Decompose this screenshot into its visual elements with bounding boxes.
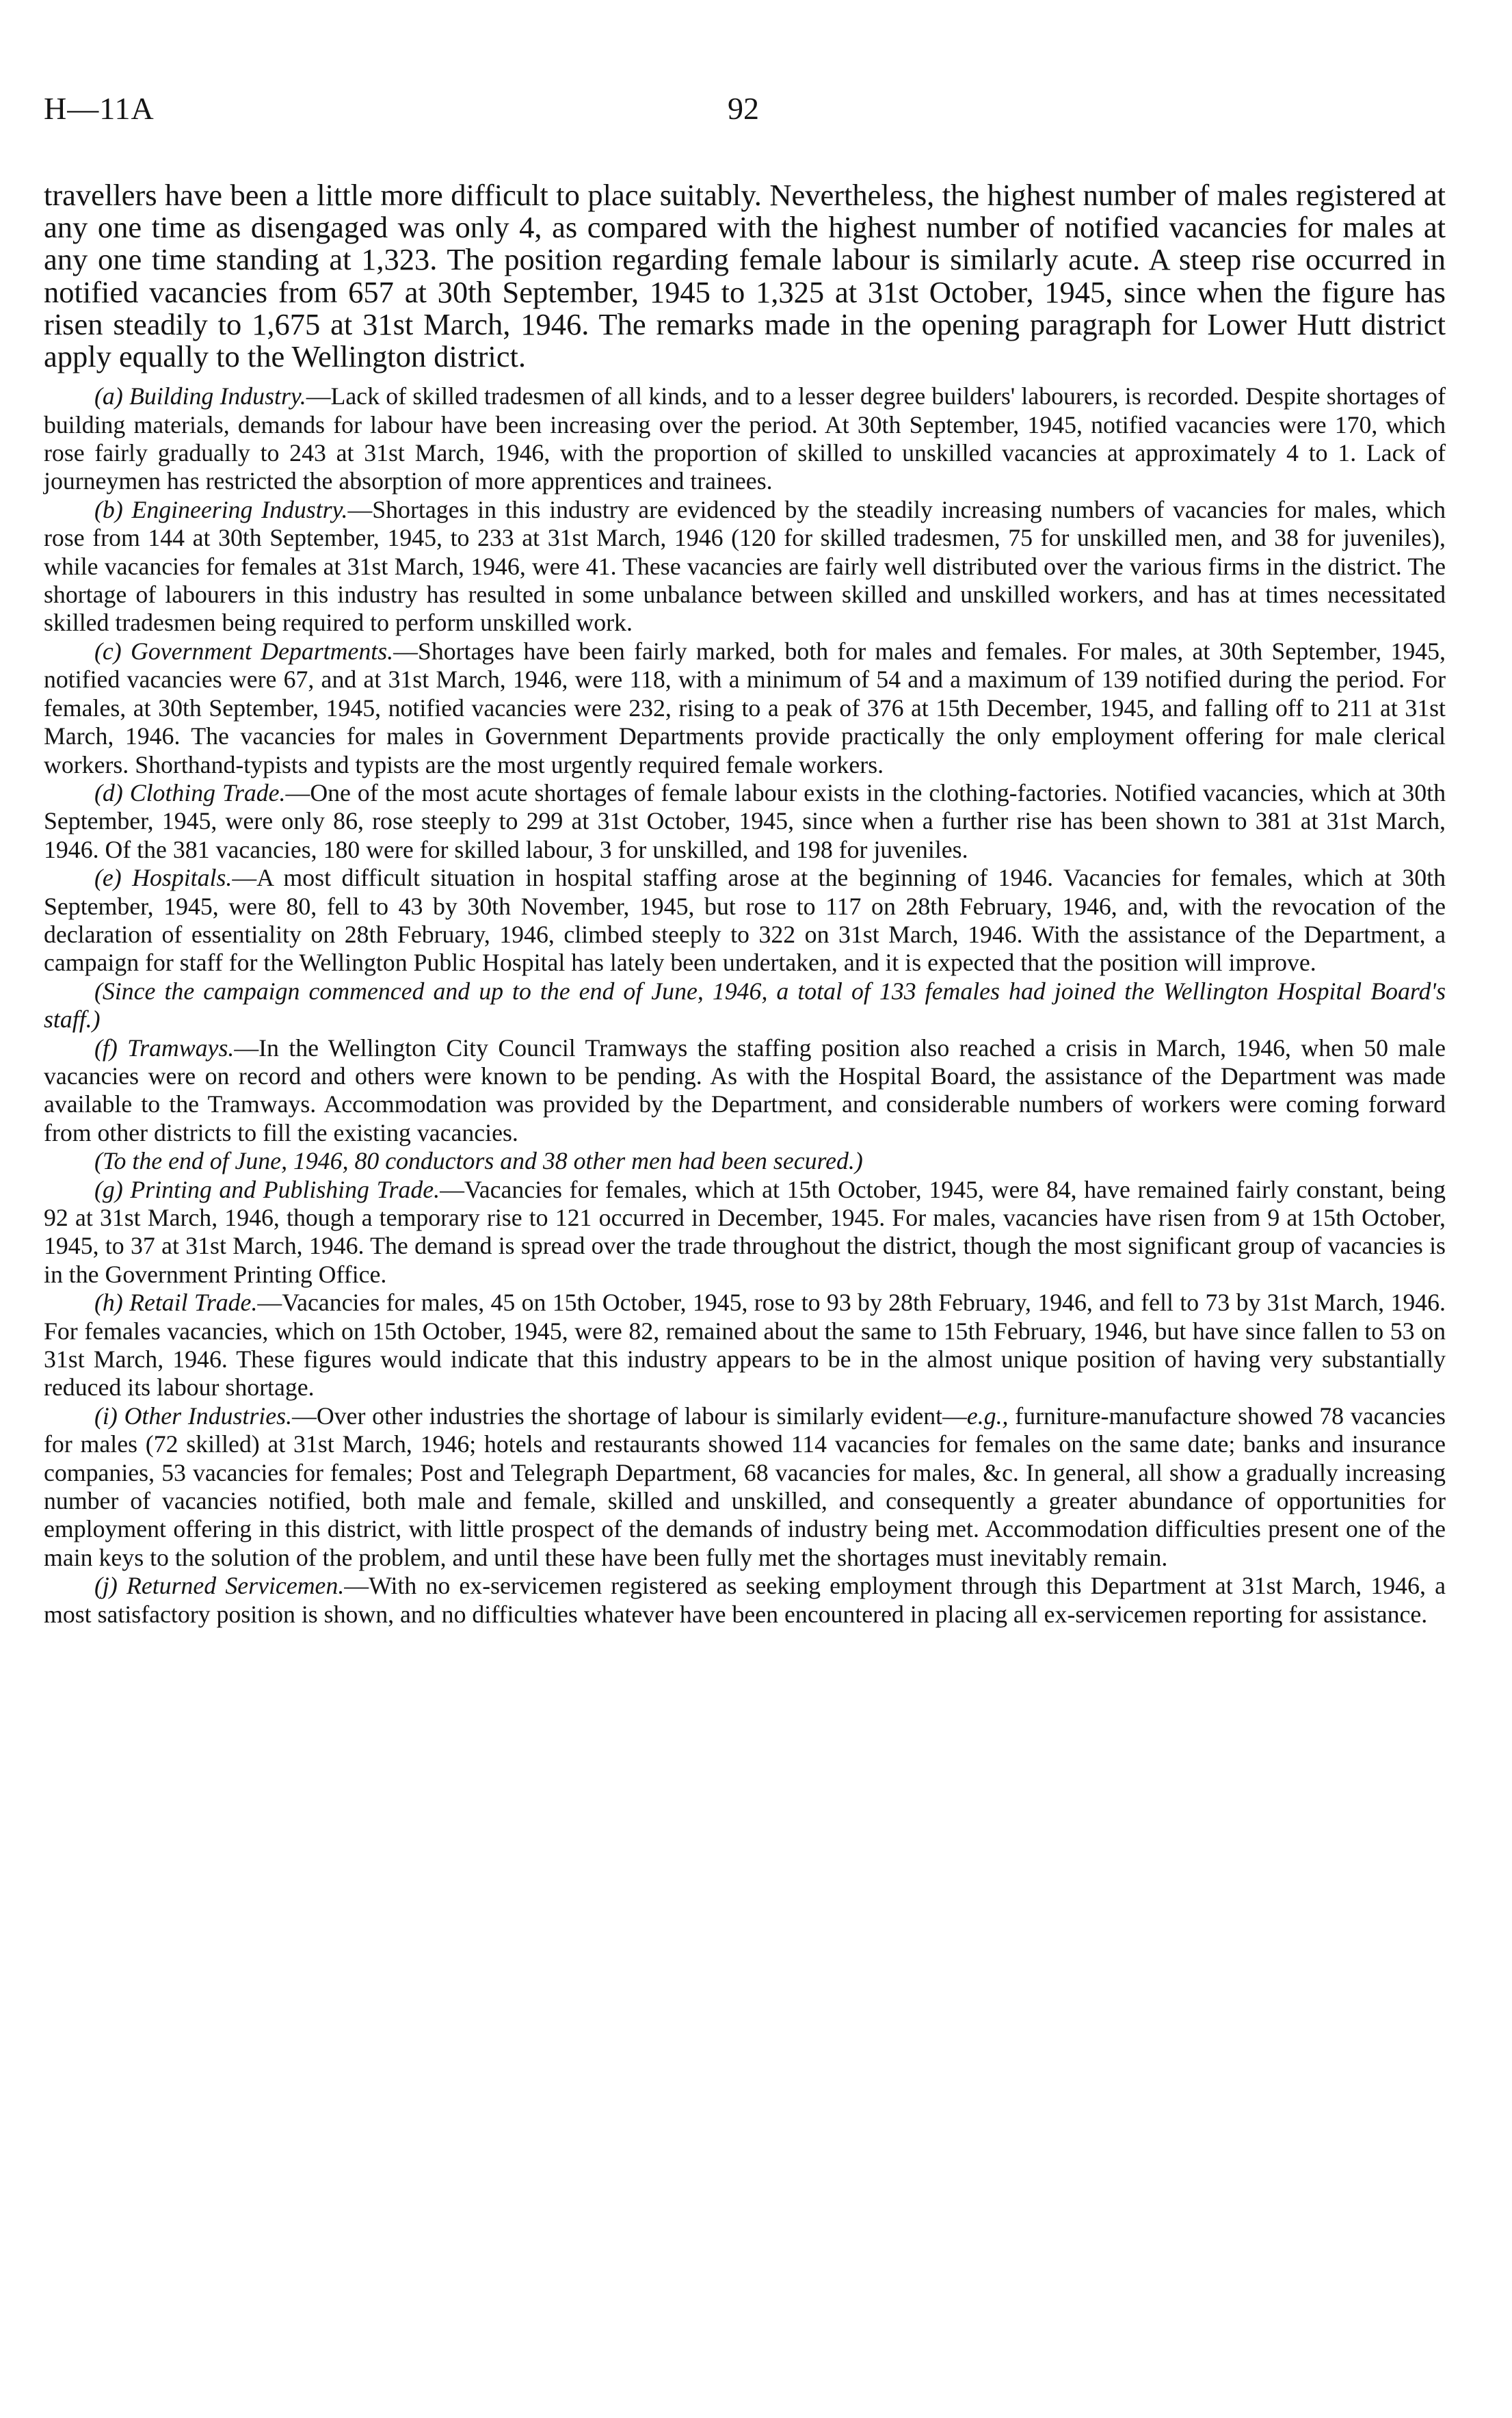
hospitals-note: (Since the campaign commenced and up to the end of June, 1946, a total of 133 females had joined the Wellington Hospital Board's staff.) bbox=[44, 977, 1446, 1034]
section-text: —A most difficult situation in hospital staffing arose at the beginning of 1946. Vacancies for females, which at 30th September, 1945, were 80, fell to 43 by 30th November, 1945, but rose to 117 on 28th February, 1946, and, with the revocation of the declaration of essentiality on 28th February, 1946, climbed steeply to 322 on 31st March, 1946. With the assistance of the Department, a campaign for staff for the Wellington Public Hospital has lately been undertaken, and it is expected that the position will improve. bbox=[44, 864, 1446, 977]
lead-paragraph: travellers have been a little more difficult to place suitably. Nevertheless, the highest number of males registered at any one time as disengaged was only 4, as compared with the highest number of notified vacancies for males at any one time standing at 1,323. The position regarding female labour is similarly acute. A steep rise occurred in notified vacancies from 657 at 30th September, 1945 to 1,325 at 31st October, 1945, since when the figure has risen steadily to 1,675 at 31st March, 1946. The remarks made in the opening paragraph for Lower Hutt district apply equally to the Wellington district. bbox=[44, 178, 1446, 374]
section-label: (f) Tramways. bbox=[94, 1034, 235, 1062]
section-printing-publishing bbox=[44, 1176, 1446, 1289]
section-text: —Vacancies for females, which at 15th October, 1945, were 84, have remained fairly constant, being 92 at 31st March, 1946, though a temporary rise to 121 occurred in December, 1945. For males, vacancies have risen from 9 at 15th October, 1945, to 37 at 31st March, 1946. The demand is spread over the trade throughout the district, though the most significant group of vacancies is in the Government Printing Office. bbox=[44, 1175, 1446, 1288]
section-returned-servicemen bbox=[44, 1572, 1446, 1629]
section-engineering-industry bbox=[44, 496, 1446, 638]
section-text: —With no ex-servicemen registered as seeking employment through this Department at 31st March, 1946, a most satisfactory position is shown, and no difficulties whatever have been encountered in placing all ex-servicemen reporting for assistance. bbox=[44, 1572, 1446, 1628]
section-tramways bbox=[44, 1034, 1446, 1148]
section-label: (c) Government Departments. bbox=[94, 637, 394, 665]
page-number: 92 bbox=[728, 91, 759, 126]
section-label: (i) Other Industries. bbox=[94, 1402, 293, 1430]
section-label: (j) Returned Servicemen. bbox=[94, 1572, 345, 1600]
body-text bbox=[44, 179, 1446, 1629]
section-text: —Shortages have been fairly marked, both for males and females. For males, at 30th September, 1945, notified vacancies were 67, and at 31st March, 1946, were 118, with a minimum of 54 and a maximum of 139 notified during the period. For females, at 30th September, 1945, notified vacancies were 232, rising to a peak of 376 at 15th December, 1945, and falling off to 211 at 31st March, 1946. The vacancies for males in Government Departments provide practically the only employment offering for male clerical workers. Shorthand-typists and typists are the most urgently required female workers. bbox=[44, 637, 1446, 778]
section-label: (g) Printing and Publishing Trade. bbox=[94, 1175, 440, 1203]
section-clothing-trade bbox=[44, 779, 1446, 864]
section-hospitals bbox=[44, 864, 1446, 977]
section-text: —Over other industries the shortage of labour is similarly evident— bbox=[292, 1402, 967, 1430]
section-retail-trade bbox=[44, 1289, 1446, 1402]
section-label: (e) Hospitals. bbox=[94, 864, 233, 892]
section-text: —Lack of skilled tradesmen of all kinds, and to a lesser degree builders' labourers, is recorded. Despite shortages of building materials, demands for labour have been increasing over the period. At 30th September, 1945, notified vacancies were 170, which rose fairly gradually to 243 at 31st March, 1946, with the proportion of skilled to unskilled vacancies at approximately 4 to 1. Lack of journeymen has restricted the absorption of more apprentices and trainees. bbox=[44, 382, 1446, 495]
section-text: —In the Wellington City Council Tramways the staffing position also reached a crisis in March, 1946, when 50 male vacancies were on record and others were known to be pending. As with the Hospital Board, the assistance of the Department was made available to the Tramways. Accommodation was provided by the Department, and considerable numbers of workers were coming forward from other districts to fill the existing vacancies. bbox=[44, 1034, 1446, 1146]
section-label: (a) Building Industry. bbox=[94, 382, 306, 410]
section-government-departments bbox=[44, 638, 1446, 779]
tramways-note: (To the end of June, 1946, 80 conductors and 38 other men had been secured.) bbox=[94, 1147, 863, 1175]
section-other-industries bbox=[44, 1402, 1446, 1572]
section-text: —One of the most acute shortages of female labour exists in the clothing-factories. Notified vacancies, which at 30th September, 1945, were only 86, rose steeply to 299 at 31st October, 1945, since when a further rise has been shown to 381 at 31st March, 1946. Of the 381 vacancies, 180 were for skilled labour, 3 for unskilled, and 198 for juveniles. bbox=[44, 778, 1446, 863]
section-text: furniture-manufacture showed 78 vacancies for males (72 skilled) at 31st March, 1946; hotels and restaurants showed 114 vacancies for females on the same date; banks and insurance companies, 53 vacancies for females; Post and Telegraph Department, 68 vacancies for males, &c. In general, all show a gradually increasing number of vacancies notified, both male and female, skilled and unskilled, and consequently a greater abundance of opportunities for employment offering in this district, with little prospect of the demands of industry being met. Accommodation difficulties present one of the main keys to the solution of the problem, and until these have been fully met the shortages must inevitably remain. bbox=[44, 1402, 1446, 1571]
section-label: (b) Engineering Industry. bbox=[94, 495, 348, 523]
document-code: H—11A bbox=[44, 91, 155, 126]
section-building-industry bbox=[44, 382, 1446, 496]
section-label: (h) Retail Trade. bbox=[94, 1289, 258, 1317]
section-abbr: e.g., bbox=[966, 1402, 1009, 1430]
section-text: —Shortages in this industry are evidenced by the steadily increasing numbers of vacancies for males, which rose from 144 at 30th September, 1945, to 233 at 31st March, 1946 (120 for skilled tradesmen, 75 for unskilled men, and 38 for juveniles), while vacancies for females at 31st March, 1946, were 41. These vacancies are fairly well distributed over the various firms in the district. The shortage of labourers in this industry has resulted in some unbalance between skilled and unskilled workers, and has at times necessitated skilled tradesmen being required to perform unskilled work. bbox=[44, 495, 1446, 637]
page-header bbox=[44, 90, 1453, 138]
section-label: (d) Clothing Trade. bbox=[94, 778, 286, 806]
section-text: —Vacancies for males, 45 on 15th October, 1945, rose to 93 by 28th February, 1946, and fell to 73 by 31st March, 1946. For females vacancies, which on 15th October, 1945, were 82, remained about the same to 15th February, 1946, but have since fallen to 53 on 31st March, 1946. These figures would indicate that this industry appears to be in the almost unique position of having very substantially reduced its labour shortage. bbox=[44, 1289, 1446, 1402]
